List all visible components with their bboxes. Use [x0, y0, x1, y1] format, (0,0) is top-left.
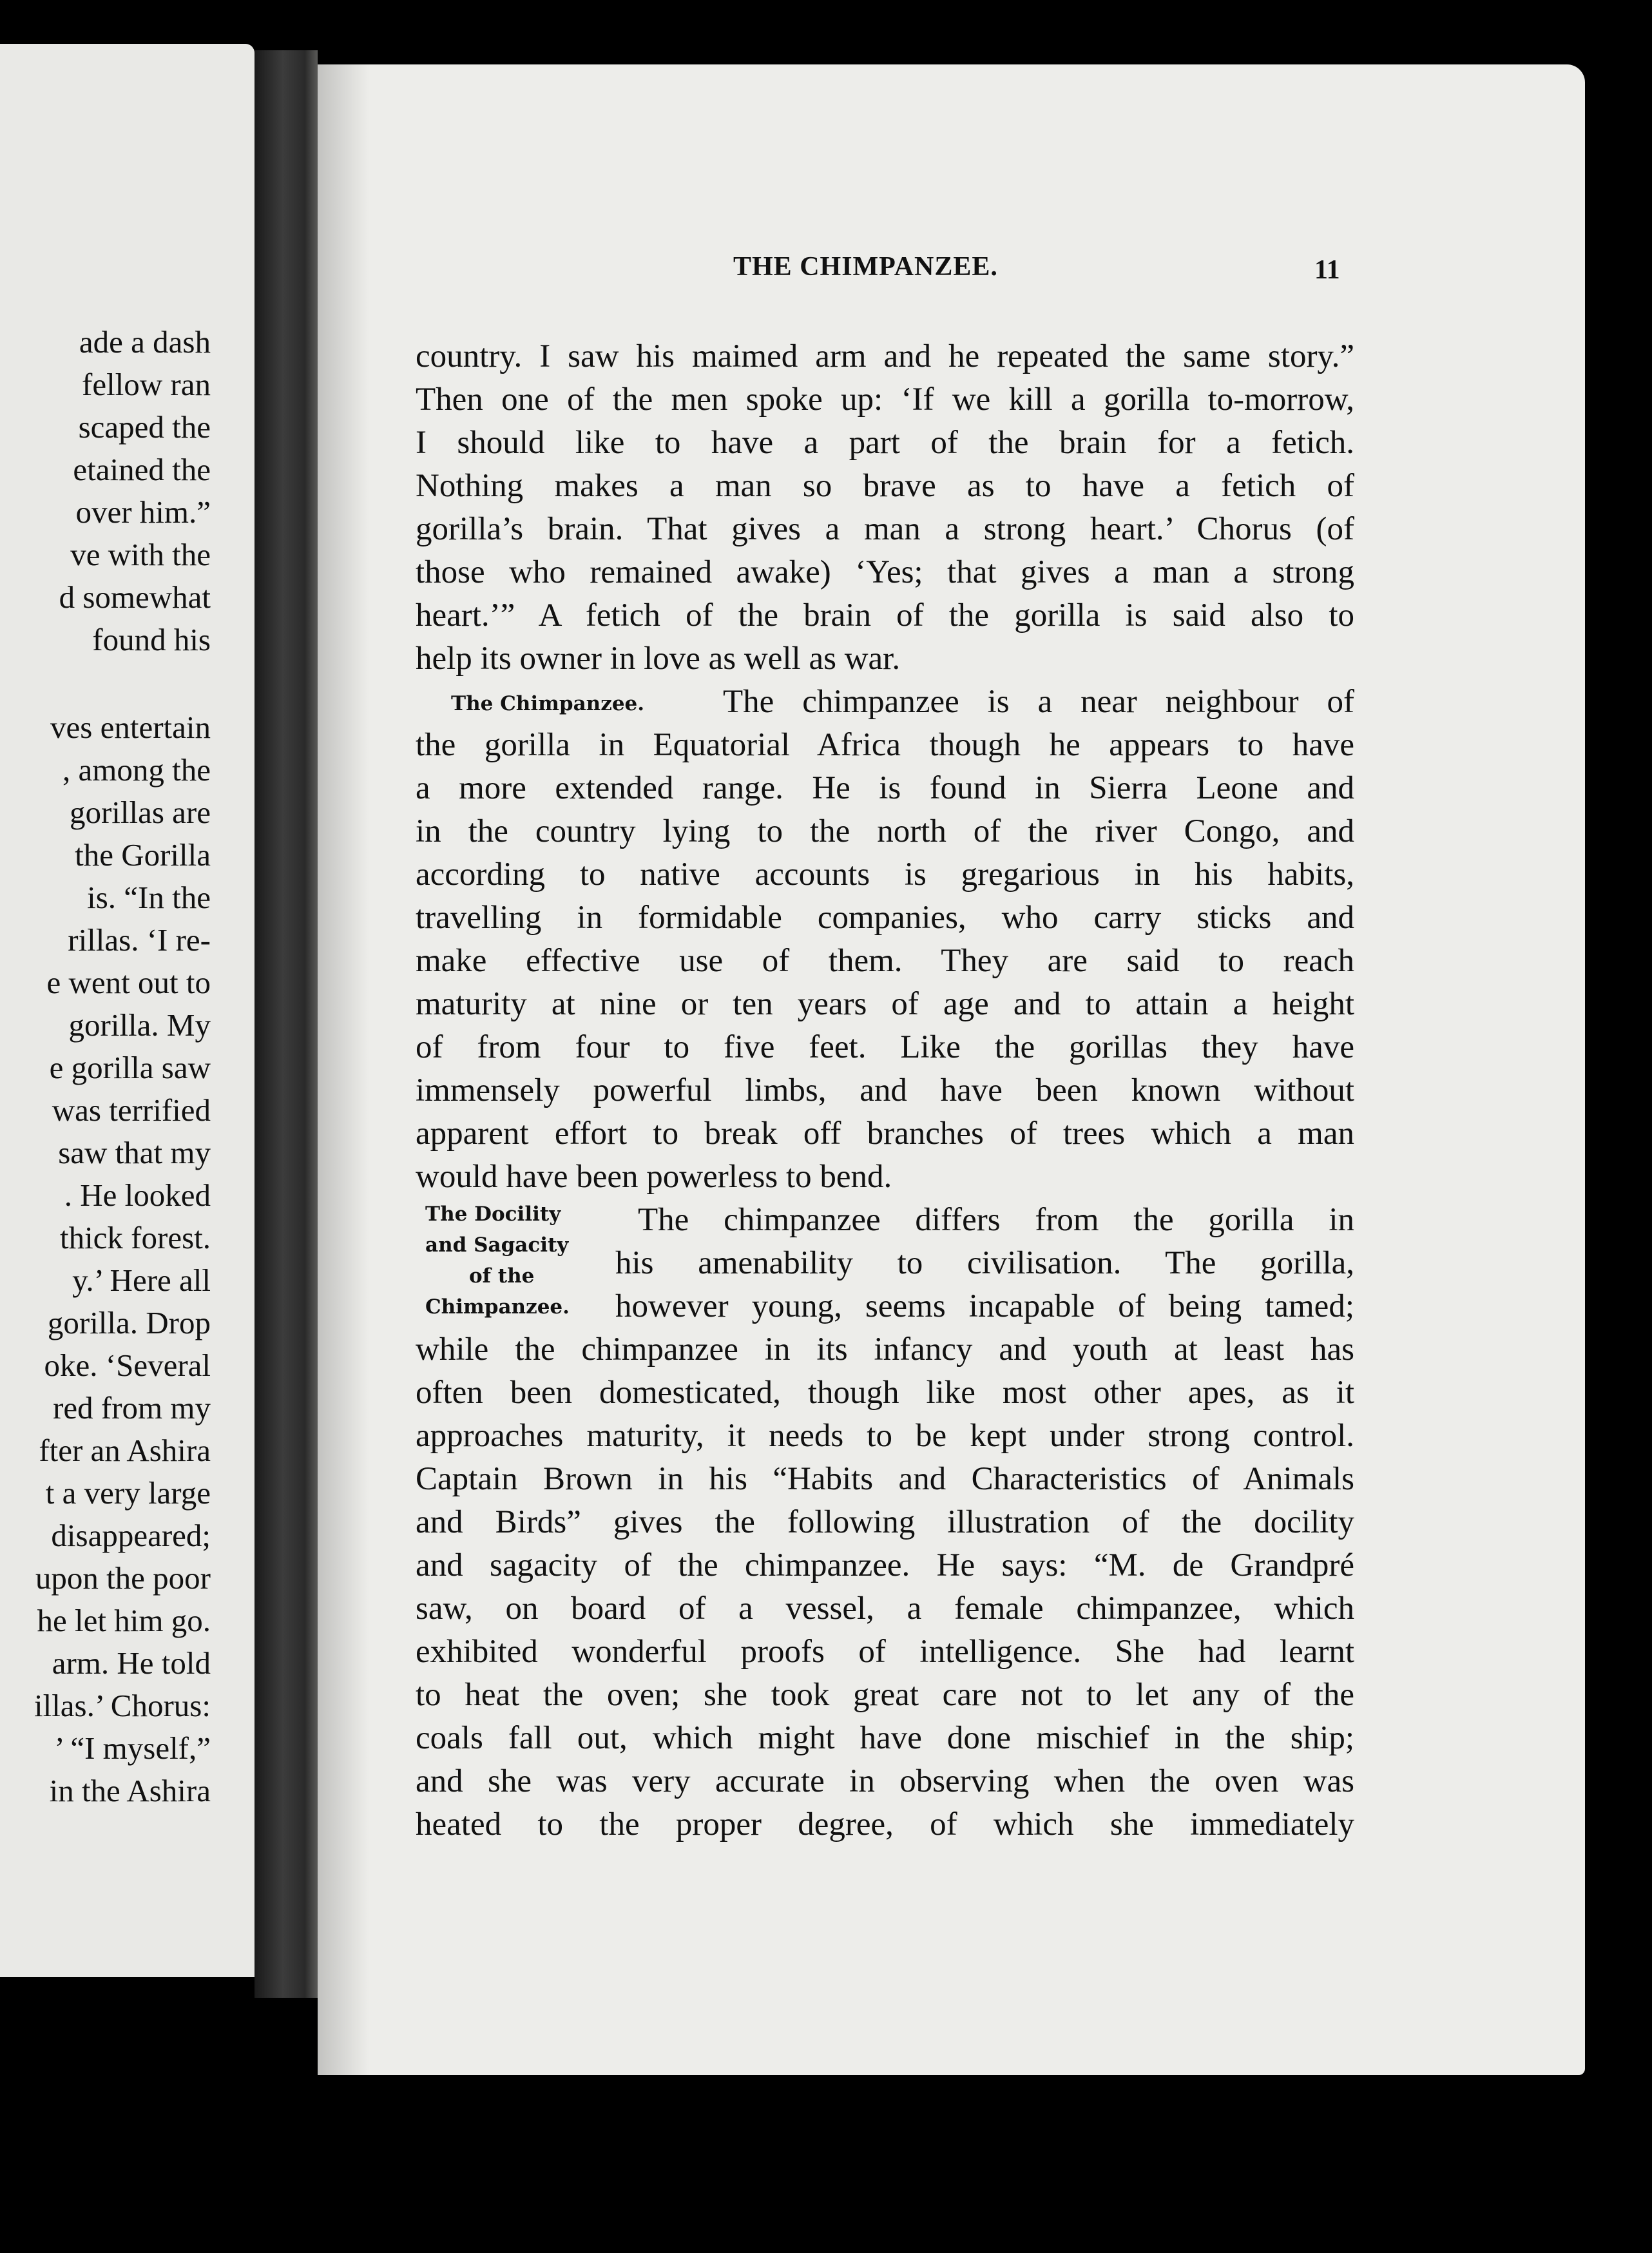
left-page-line: disappeared;	[51, 1518, 211, 1553]
left-page-line: is. “In the	[87, 880, 211, 915]
text-line: coals fall out, which might have done mischief in the ship;	[416, 1720, 1354, 1756]
text-line: immensely powerful limbs, and have been known without	[416, 1072, 1354, 1108]
text-line: to heat the oven; she took great care not to let any of the	[416, 1677, 1354, 1713]
left-page-line: the Gorilla	[75, 837, 211, 873]
left-page-line: gorilla. Drop	[47, 1305, 211, 1340]
text-line: The chimpanzee is a near neighbour of	[723, 684, 1354, 720]
text-line: The chimpanzee differs from the gorilla in	[638, 1202, 1354, 1238]
left-page-line: oke. ‘Several	[44, 1348, 211, 1383]
left-page-line: saw that my	[58, 1135, 211, 1170]
left-page-line: in the Ashira	[49, 1773, 211, 1808]
side-note-docility: Chimpanzee.	[425, 1295, 570, 1319]
text-line: would have been powerless to bend.	[416, 1159, 892, 1195]
text-line: according to native accounts is gregarious in his habits,	[416, 856, 1354, 893]
left-page-line: y.’ Here all	[72, 1262, 211, 1298]
text-line: and sagacity of the chimpanzee. He says: “M. de Grandpré	[416, 1547, 1354, 1583]
text-line: country. I saw his maimed arm and he repeated the same story.”	[416, 338, 1354, 374]
text-line: Then one of the men spoke up: ‘If we kill a gorilla to-morrow,	[416, 382, 1354, 418]
text-line: saw, on board of a vessel, a female chimpanzee, which	[416, 1591, 1354, 1627]
left-page-line: etained the	[73, 452, 211, 487]
left-page-line: he let him go.	[37, 1603, 211, 1638]
side-note-chimpanzee: The Chimpanzee.	[451, 692, 645, 715]
left-page-line: e went out to	[46, 965, 211, 1000]
left-page-line: thick forest.	[59, 1220, 211, 1255]
left-page-line: scaped the	[78, 409, 211, 445]
text-line: maturity at nine or ten years of age and to attain a height	[416, 986, 1354, 1022]
text-line: and she was very accurate in observing when the oven was	[416, 1763, 1354, 1799]
left-page-line: rillas. ‘I re-	[68, 922, 211, 958]
side-note-docility: The Docility	[425, 1203, 561, 1226]
left-page-line: illas.’ Chorus:	[34, 1688, 211, 1723]
text-line: however young, seems incapable of being tamed;	[615, 1288, 1354, 1324]
left-page-line: ’ “I myself,”	[54, 1730, 211, 1766]
left-page-line: found his	[92, 622, 211, 657]
running-head: THE CHIMPANZEE.	[733, 252, 998, 282]
left-page-line: ade a dash	[79, 324, 211, 360]
left-page-line: ves entertain	[50, 710, 211, 745]
left-page-line: . He looked	[64, 1177, 211, 1213]
text-line: I should like to have a part of the brain for a fetich.	[416, 425, 1354, 461]
text-line: of from four to five feet. Like the gorillas they have	[416, 1029, 1354, 1065]
left-page-line: fellow ran	[82, 367, 211, 402]
side-note-docility: and Sagacity	[425, 1233, 569, 1257]
text-line: in the country lying to the north of the river Congo, and	[416, 813, 1354, 849]
left-page-line: gorillas are	[69, 795, 211, 830]
text-line: approaches maturity, it needs to be kept under strong control.	[416, 1418, 1354, 1454]
text-line: the gorilla in Equatorial Africa though he appears to have	[416, 727, 1354, 763]
text-line: those who remained awake) ‘Yes; that gives a man a strong	[416, 554, 1354, 590]
text-line: exhibited wonderful proofs of intelligence. She had learnt	[416, 1634, 1354, 1670]
left-page-line: over him.”	[75, 494, 211, 530]
text-line: heart.’” A fetich of the brain of the gorilla is said also to	[416, 597, 1354, 633]
text-line: heated to the proper degree, of which she immediately	[416, 1806, 1354, 1842]
page-number: 11	[1314, 255, 1340, 285]
left-page-line: t a very large	[45, 1475, 211, 1511]
text-line: travelling in formidable companies, who carry sticks and	[416, 900, 1354, 936]
text-line: Nothing makes a man so brave as to have a fetich of	[416, 468, 1354, 504]
text-line: help its owner in love as well as war.	[416, 641, 901, 677]
text-line: and Birds” gives the following illustration of the docility	[416, 1504, 1354, 1540]
side-note-docility: of the	[469, 1264, 535, 1288]
left-page-line: arm. He told	[52, 1645, 211, 1681]
left-page-line: e gorilla saw	[49, 1050, 211, 1085]
text-line: often been domesticated, though like most other apes, as it	[416, 1375, 1354, 1411]
left-page-line: upon the poor	[35, 1560, 211, 1596]
left-page-line: , among the	[62, 752, 211, 788]
left-page-line: d somewhat	[59, 579, 211, 615]
text-line: a more extended range. He is found in Sierra Leone and	[416, 770, 1354, 806]
text-line: apparent effort to break off branches of trees which a man	[416, 1116, 1354, 1152]
text-line: make effective use of them. They are said to reach	[416, 943, 1354, 979]
text-line: while the chimpanzee in its infancy and youth at least has	[416, 1331, 1354, 1368]
left-page-line: gorilla. My	[68, 1007, 211, 1043]
left-page-line: ve with the	[70, 537, 211, 572]
book-gutter	[255, 50, 318, 1998]
page-shadow	[318, 64, 369, 2075]
left-page-line: fter an Ashira	[39, 1433, 211, 1468]
left-page-line: was terrified	[52, 1092, 211, 1128]
text-line: gorilla’s brain. That gives a man a strong heart.’ Chorus (of	[416, 511, 1354, 547]
text-line: his amenability to civilisation. The gorilla,	[615, 1245, 1354, 1281]
left-page-fragment	[0, 44, 255, 1977]
text-line: Captain Brown in his “Habits and Characteristics of Animals	[416, 1461, 1354, 1497]
left-page-line: red from my	[53, 1390, 211, 1426]
